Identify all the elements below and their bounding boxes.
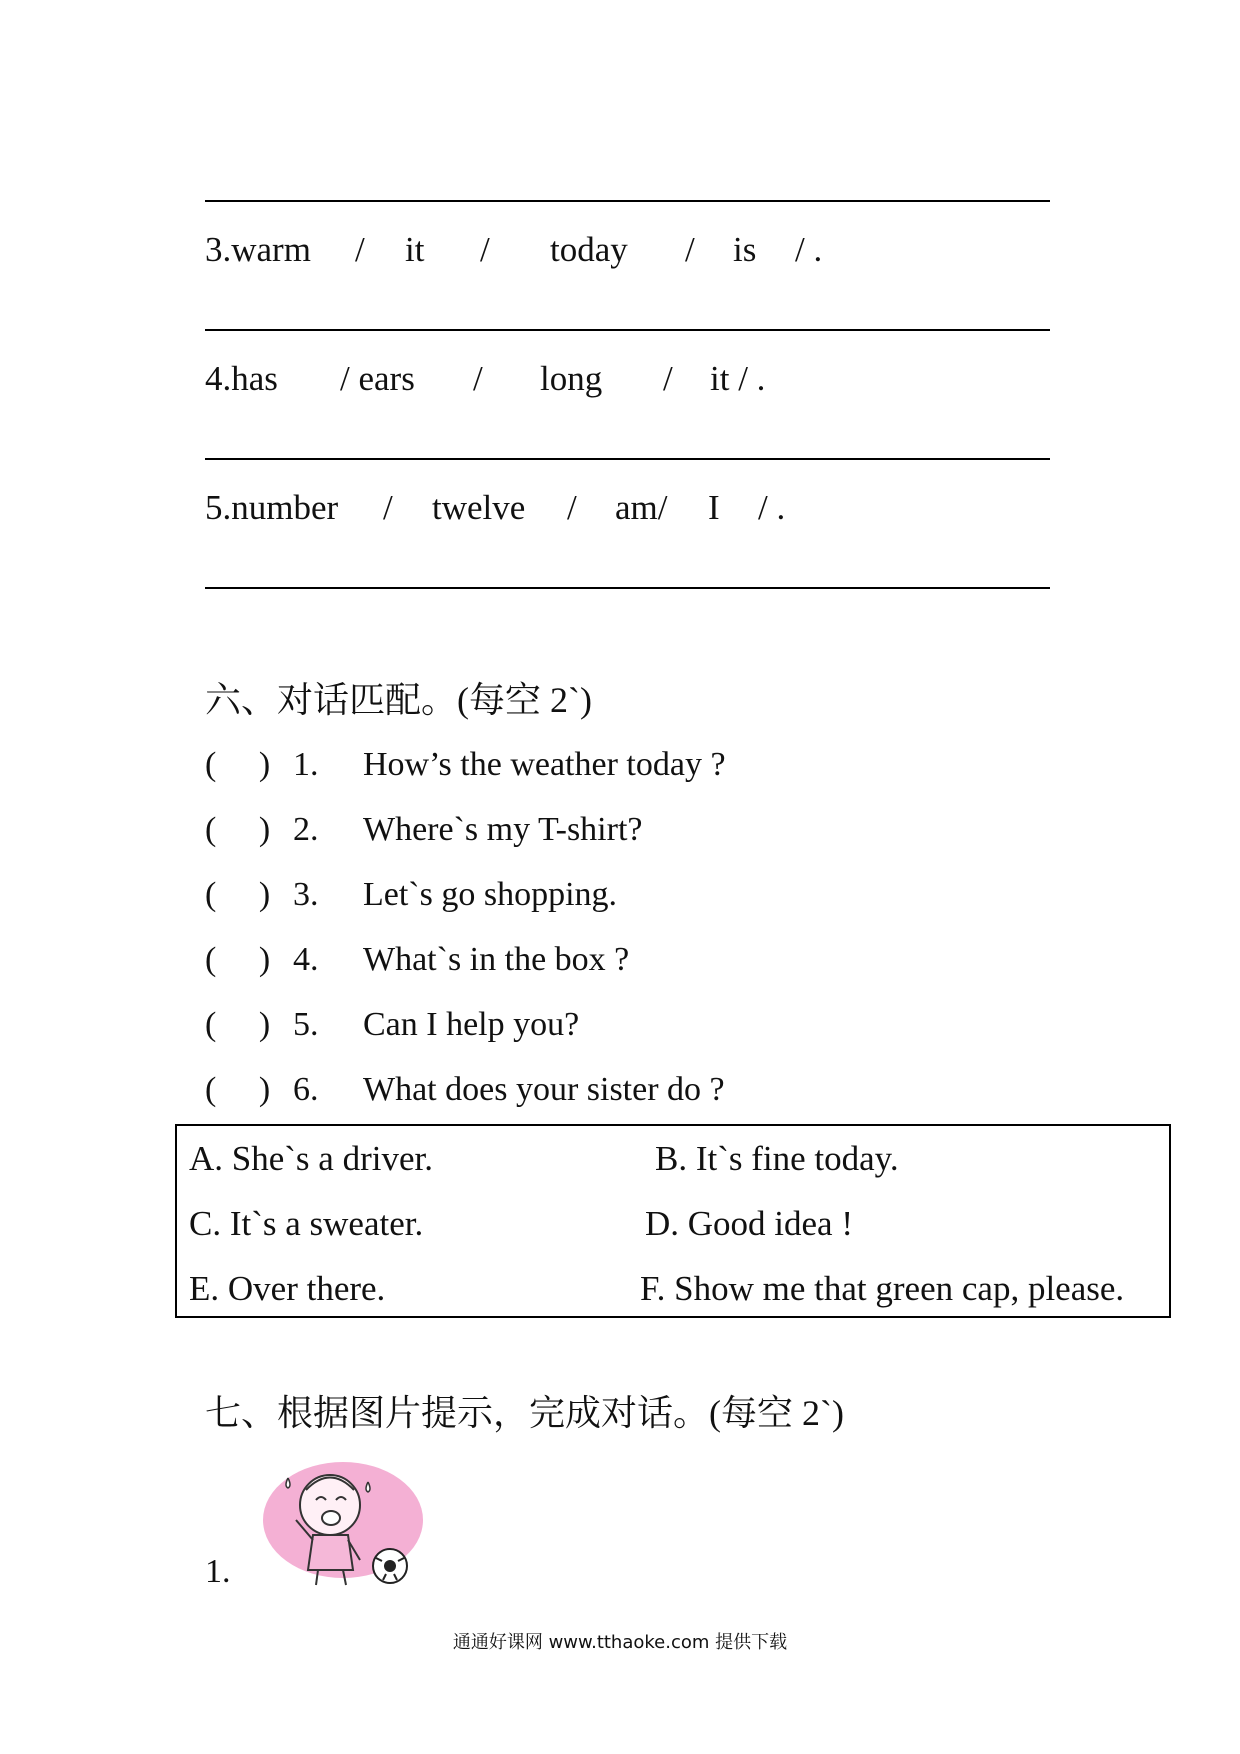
- option-e: E. Over there.: [189, 1269, 386, 1308]
- reorder-word: I: [708, 488, 720, 527]
- reorder-word: 3.warm: [205, 230, 311, 269]
- question-text: Where`s my T-shirt?: [363, 811, 643, 848]
- question-number: 2.: [293, 811, 319, 848]
- question-number: 3.: [293, 876, 319, 913]
- question-row: [205, 1008, 1105, 1048]
- option-a: A. She`s a driver.: [189, 1139, 433, 1178]
- question-row: [205, 748, 1105, 788]
- question-row: [205, 943, 1105, 983]
- reorder-item-4: [205, 361, 1005, 401]
- reorder-word: twelve: [432, 488, 526, 527]
- answer-line-5: [205, 587, 1050, 589]
- slash-separator: /: [685, 230, 695, 269]
- answer-paren[interactable]: ( ): [205, 1006, 271, 1043]
- answer-line-4: [205, 458, 1050, 460]
- reorder-item-5: [205, 490, 1005, 530]
- option-f: F. Show me that green cap, please.: [640, 1269, 1125, 1308]
- question-text: Can I help you?: [363, 1006, 580, 1043]
- question-number: 6.: [293, 1071, 319, 1108]
- slash-separator: /: [663, 359, 673, 398]
- answer-line-2: [205, 200, 1050, 202]
- option-b: B. It`s fine today.: [655, 1139, 899, 1178]
- reorder-word: 5.number: [205, 488, 339, 527]
- option-c: C. It`s a sweater.: [189, 1204, 424, 1243]
- question-number: 4.: [293, 941, 319, 978]
- section-7-heading: 七、根据图片提示，完成对话。(每空 2`): [205, 1393, 844, 1433]
- slash-separator: /: [383, 488, 393, 527]
- footer-source: 通通好课网 www.tthaoke.com 提供下载: [452, 1632, 788, 1653]
- slash-separator: /: [480, 230, 490, 269]
- reorder-word: it: [405, 230, 425, 269]
- answer-paren[interactable]: ( ): [205, 876, 271, 913]
- reorder-word: today: [550, 230, 628, 269]
- reorder-word: it / .: [710, 359, 766, 398]
- answer-line-3: [205, 329, 1050, 331]
- slash-separator: /: [473, 359, 483, 398]
- slash-separator: /: [355, 230, 365, 269]
- slash-separator: / .: [795, 230, 823, 269]
- crying-child-with-soccer-ball-icon: [258, 1460, 433, 1590]
- reorder-word: / ears: [340, 359, 415, 398]
- question-row: [205, 813, 1105, 853]
- question-number: 1.: [293, 746, 319, 783]
- answer-paren[interactable]: ( ): [205, 941, 271, 978]
- option-d: D. Good idea !: [645, 1204, 854, 1243]
- question-row: [205, 878, 1105, 918]
- question-row: [205, 1073, 1105, 1113]
- question-text: What`s in the box ?: [363, 941, 630, 978]
- slash-separator: /: [567, 488, 577, 527]
- reorder-word: is: [733, 230, 757, 269]
- item-number: 1.: [205, 1553, 231, 1590]
- question-number: 5.: [293, 1006, 319, 1043]
- reorder-word: long: [540, 359, 603, 398]
- answer-paren[interactable]: ( ): [205, 746, 271, 783]
- reorder-item-3: [205, 232, 1005, 272]
- slash-separator: / .: [758, 488, 786, 527]
- reorder-word: 4.has: [205, 359, 278, 398]
- options-box: [175, 1124, 1171, 1318]
- section-6-heading: 六、对话匹配。(每空 2`): [205, 680, 592, 720]
- answer-paren[interactable]: ( ): [205, 1071, 271, 1108]
- answer-paren[interactable]: ( ): [205, 811, 271, 848]
- question-text: What does your sister do ?: [363, 1071, 725, 1108]
- question-text: How’s the weather today ?: [363, 746, 726, 783]
- reorder-word: am/: [615, 488, 668, 527]
- question-text: Let`s go shopping.: [363, 876, 618, 913]
